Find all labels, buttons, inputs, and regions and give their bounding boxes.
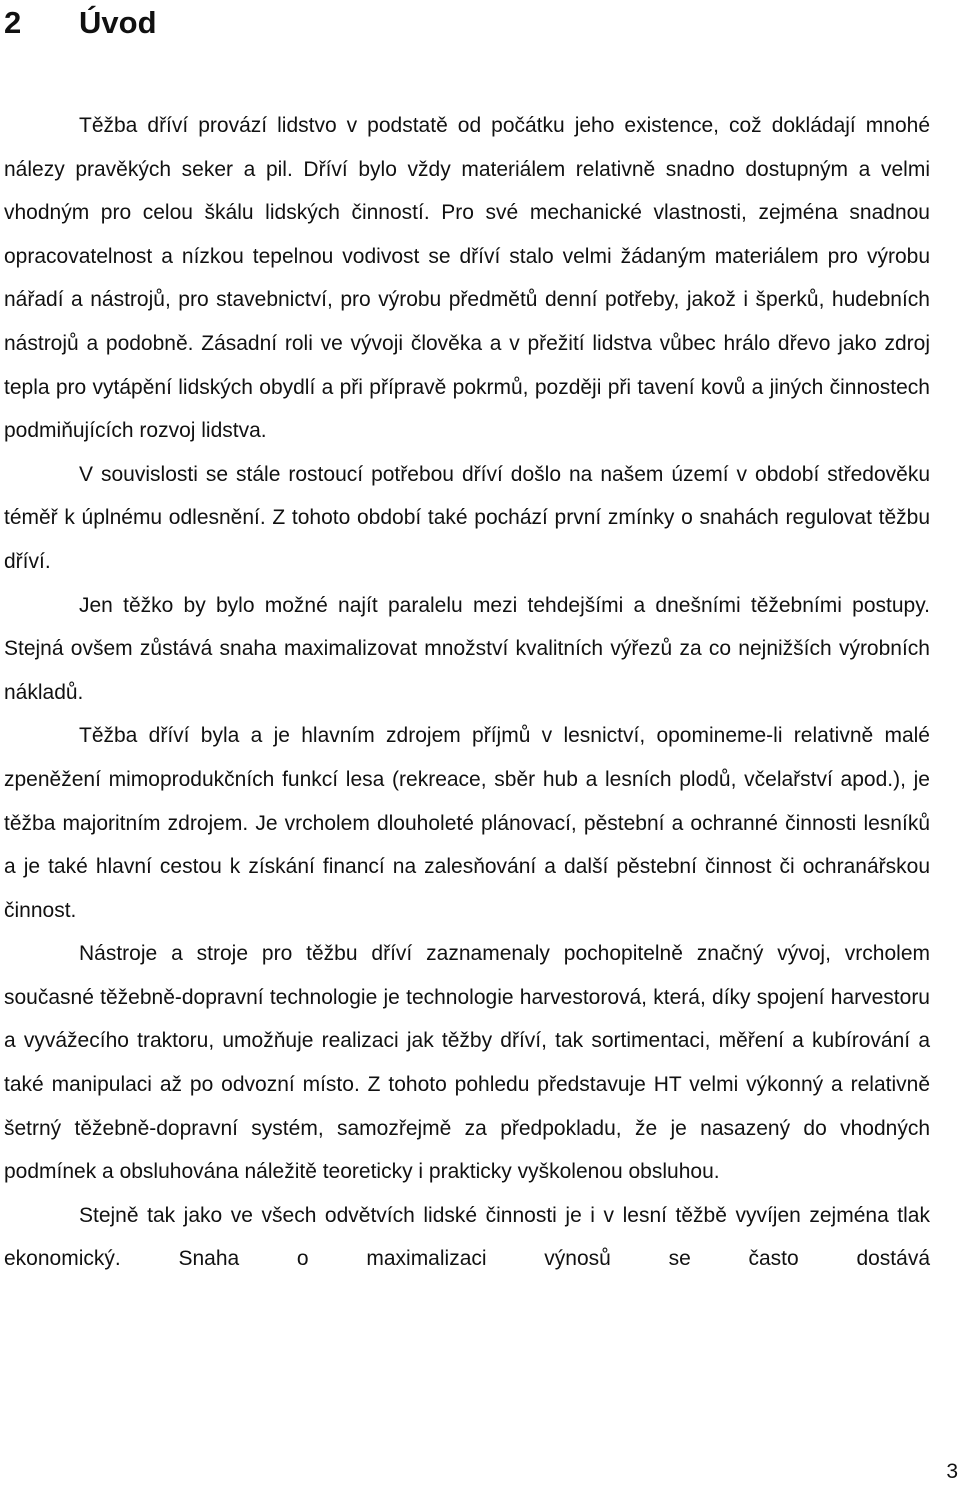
paragraph-5: Nástroje a stroje pro těžbu dříví zaznamenaly pochopitelně značný vývoj, vrcholem současné těžebně-dopravní technologie je technologie harvestorová, která, díky spojení harvestoru a vyvážecího traktoru, umožňuje realizaci jak těžby dříví, tak sortimentaci, měření a kubírování a také manipulaci až po odvozní místo. Z tohoto pohledu představuje HT velmi výkonný a relativně šetrný těžebně-dopravní systém, samozřejmě za předpokladu, že je nasazený do vhodných podmínek a obsluhována náležitě teoreticky i prakticky vyškolenou obsluhou. <box>4 942 930 1184</box>
paragraph-3: Jen těžko by bylo možné najít paralelu mezi tehdejšími a dnešními těžebními postupy. Stejná ovšem zůstává snaha maximalizovat množství kvalitních výřezů za co nejnižších výrobních nákladů. <box>4 593 930 704</box>
section-heading <box>4 2 157 44</box>
page-number: 3 <box>946 1460 958 1483</box>
body-text <box>4 104 930 1281</box>
section-title: Úvod <box>79 5 157 40</box>
paragraph-6: Stejně tak jako ve všech odvětvích lidské činnosti je i v lesní těžbě vyvíjen zejména tlak ekonomický. Snaha o maximalizaci výnosů se často dostává <box>4 1203 930 1271</box>
section-number: 2 <box>4 5 22 40</box>
paragraph-4: Těžba dříví byla a je hlavním zdrojem příjmů v lesnictví, opomineme-li relativně malé zpeněžení mimoprodukčních funkcí lesa (rekreace, sběr hub a lesních plodů, včelařství apod.), je těžba majoritním zdrojem. Je vrcholem dlouholeté plánovací, pěstební a ochranné činnosti lesníků a je také hlavní cestou k získání financí na zalesňování a další pěstební činnost či ochranářskou činnost. <box>4 724 930 922</box>
paragraph-2: V souvislosti se stále rostoucí potřebou dříví došlo na našem území v období středověku téměř k úplnému odlesnění. Z tohoto období také pochází první zmínky o snahách regulovat těžbu dříví. <box>4 462 930 573</box>
paragraph-1: Těžba dříví provází lidstvo v podstatě od počátku jeho existence, což dokládají mnohé nálezy pravěkých seker a pil. Dříví bylo vždy materiálem relativně snadno dostupným a velmi vhodným pro celou škálu lidských činností. Pro své mechanické vlastnosti, zejména snadnou opracovatelnost a nízkou tepelnou vodivost se dříví stalo velmi žádaným materiálem pro výrobu nářadí a nástrojů, pro stavebnictví, pro výrobu předmětů denní potřeby, jakož i šperků, hudebních nástrojů a podobně. Zásadní roli ve vývoji člověka a v přežití lidstva vůbec hrálo dřevo jako zdroj tepla pro vytápění lidských obydlí a při přípravě pokrmů, později při tavení kovů a jiných činnostech podmiňujících rozvoj lidstva. <box>4 114 930 443</box>
